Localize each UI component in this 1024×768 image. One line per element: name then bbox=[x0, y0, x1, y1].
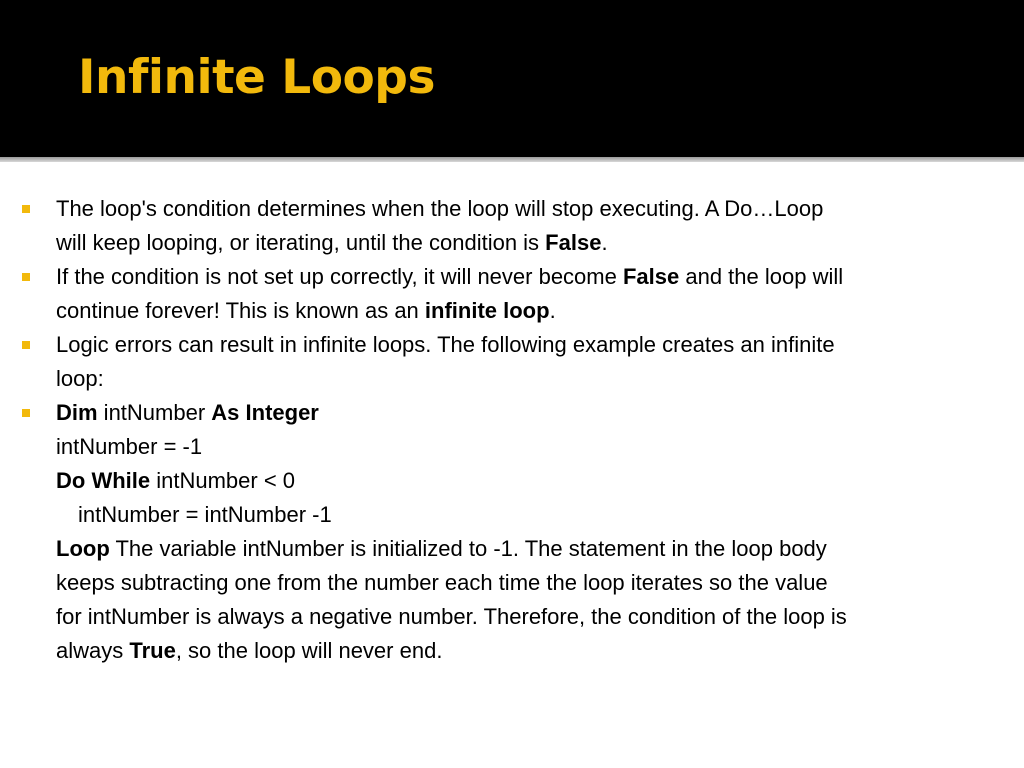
bullet-text: Logic errors can result in infinite loops. The following example creates an infinite bbox=[56, 332, 835, 357]
explanation-line bbox=[56, 600, 1012, 634]
bullet-text: The loop's condition determines when the loop will stop executing. A Do…Loop bbox=[56, 196, 824, 221]
code-keyword: Do While bbox=[56, 468, 151, 493]
code-line bbox=[56, 532, 1012, 566]
code-line bbox=[56, 464, 1012, 498]
explanation-text: for intNumber is always a negative number. Therefore, the condition of the loop is bbox=[56, 604, 847, 629]
bold-keyword: True bbox=[129, 638, 176, 663]
bullet-text: . bbox=[601, 230, 608, 255]
code-text: intNumber = intNumber -1 bbox=[78, 502, 332, 527]
bold-keyword: False bbox=[545, 230, 602, 255]
explanation-text: always bbox=[56, 638, 130, 663]
bullet-item-condition bbox=[22, 192, 1012, 260]
bullet-line bbox=[56, 362, 1012, 396]
header-divider bbox=[0, 157, 1024, 162]
slide-content bbox=[22, 192, 1012, 668]
bullet-item-code-example bbox=[22, 396, 1012, 668]
bullet-text: will keep looping, or iterating, until the condition is bbox=[56, 230, 546, 255]
code-line bbox=[56, 430, 1012, 464]
bullet-item-logic-errors bbox=[22, 328, 1012, 396]
bold-keyword: False bbox=[622, 264, 680, 289]
explanation-text: , so the loop will never end. bbox=[175, 638, 443, 663]
code-line bbox=[56, 396, 1012, 430]
bullet-item-setup bbox=[22, 260, 1012, 328]
square-bullet-icon bbox=[22, 205, 30, 213]
explanation-text: keeps subtracting one from the number each time the loop iterates so the value bbox=[56, 570, 828, 595]
bullet-text: If the condition is not set up correctly, it will never become bbox=[56, 264, 623, 289]
explanation-line bbox=[56, 566, 1012, 600]
square-bullet-icon bbox=[22, 409, 30, 417]
title-bar bbox=[0, 0, 1024, 157]
square-bullet-icon bbox=[22, 341, 30, 349]
bold-keyword: infinite loop bbox=[424, 298, 550, 323]
code-line-indented bbox=[56, 498, 1012, 532]
bullet-line bbox=[56, 260, 1012, 294]
code-text: intNumber < 0 bbox=[150, 468, 296, 493]
bullet-text: loop: bbox=[56, 366, 104, 391]
slide-title: Infinite Loops bbox=[78, 50, 435, 105]
bullet-line bbox=[56, 192, 1012, 226]
bullet-line bbox=[56, 294, 1012, 328]
code-keyword: Dim bbox=[56, 400, 98, 425]
square-bullet-icon bbox=[22, 273, 30, 281]
bullet-line bbox=[56, 328, 1012, 362]
code-text: intNumber bbox=[97, 400, 212, 425]
bullet-line bbox=[56, 226, 1012, 260]
code-keyword: Loop bbox=[56, 536, 110, 561]
explanation-text: The variable intNumber is initialized to -1. The statement in the loop body bbox=[109, 536, 827, 561]
bullet-text: continue forever! This is known as an bbox=[56, 298, 425, 323]
code-keyword: As Integer bbox=[211, 400, 319, 425]
code-text: intNumber = -1 bbox=[56, 434, 203, 459]
explanation-line bbox=[56, 634, 1012, 668]
bullet-text: . bbox=[549, 298, 556, 323]
bullet-text: and the loop will bbox=[679, 264, 844, 289]
